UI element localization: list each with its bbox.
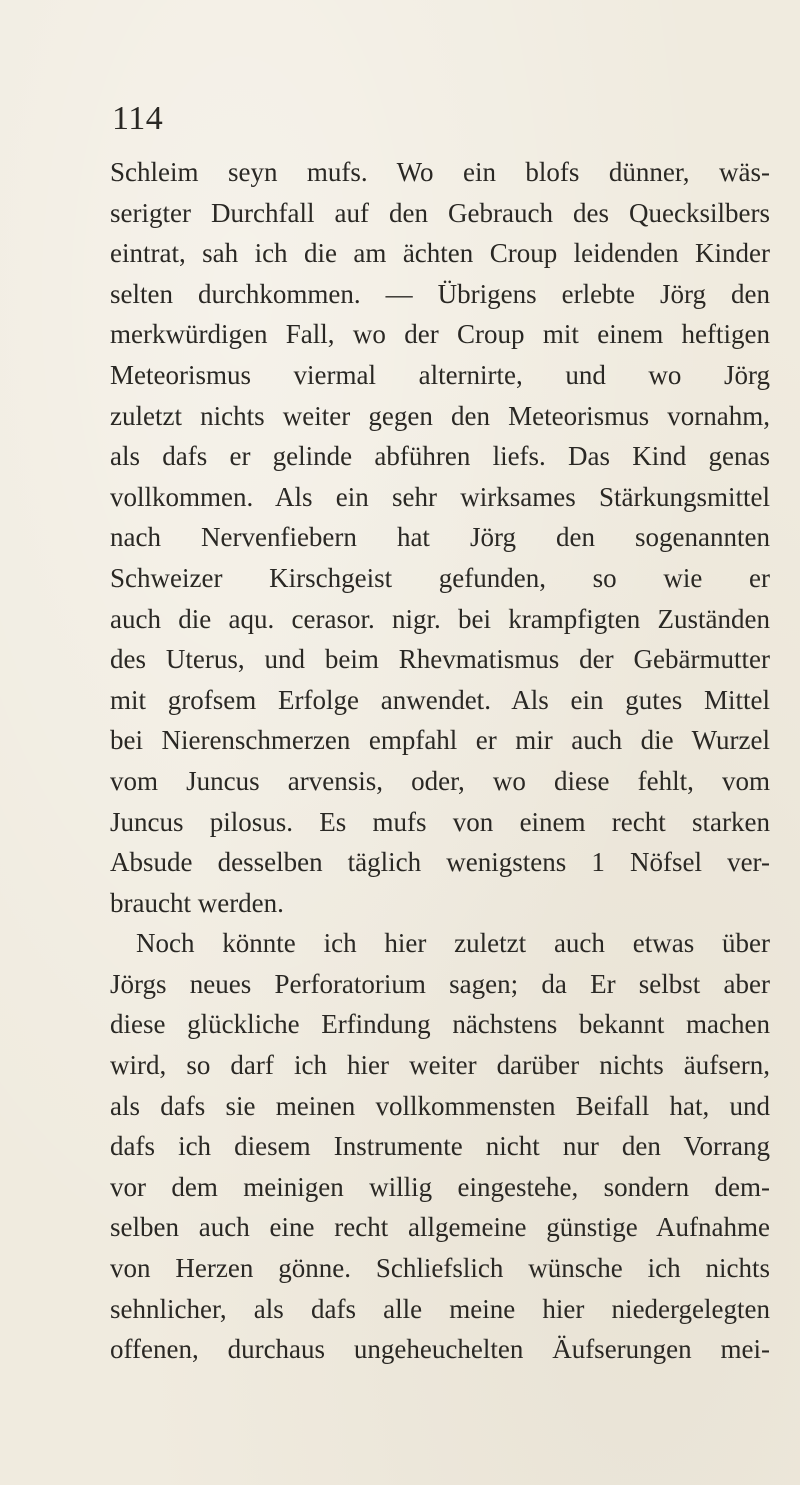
text-line: von Herzen gönne. Schliefslich wünsche ich nichts	[110, 1253, 770, 1284]
text-line: mit grofsem Erfolge anwendet. Als ein gutes Mittel	[110, 684, 770, 715]
text-line: vollkommen. Als ein sehr wirksames Stärkungsmittel	[110, 481, 770, 512]
text-line: Juncus pilosus. Es mufs von einem recht starken	[110, 806, 770, 837]
text-line: des Uterus, und beim Rhevmatismus der Gebärmutter	[110, 644, 770, 675]
text-line: wird, so darf ich hier weiter darüber nichts äufsern,	[110, 1050, 770, 1081]
text-line: Absude desselben täglich wenigstens 1 Nöfsel ver-	[110, 847, 770, 878]
text-line: vom Juncus arvensis, oder, wo diese fehlt, vom	[110, 765, 770, 796]
text-line: eintrat, sah ich die am ächten Croup leidenden Kinder	[110, 238, 770, 269]
text-line: offenen, durchaus ungeheuchelten Äufserungen mei-	[110, 1334, 770, 1365]
text-line: vor dem meinigen willig eingestehe, sondern dem-	[110, 1171, 770, 1202]
text-line: Schleim seyn mufs. Wo ein blofs dünner, wäs-	[110, 157, 770, 187]
text-line: zuletzt nichts weiter gegen den Meteorismus vornahm,	[110, 400, 770, 431]
paragraph-start-line: Noch könnte ich hier zuletzt auch etwas über	[136, 928, 770, 959]
page-number: 114	[112, 100, 164, 137]
text-line: selben auch eine recht allgemeine günstige Aufnahme	[110, 1212, 770, 1243]
text-line: dafs ich diesem Instrumente nicht nur den Vorrang	[110, 1131, 770, 1162]
text-line: auch die aqu. cerasor. nigr. bei krampfigten Zuständen	[110, 603, 770, 634]
text-line: serigter Durchfall auf den Gebrauch des Quecksilbers	[110, 197, 770, 228]
text-line: Jörgs neues Perforatorium sagen; da Er selbst aber	[110, 968, 770, 999]
text-line: als dafs er gelinde abführen liefs. Das Kind genas	[110, 441, 770, 472]
text-line: sehnlicher, als dafs alle meine hier niedergelegten	[110, 1293, 770, 1324]
paragraph-end-line: braucht werden.	[110, 887, 284, 918]
text-line: diese glückliche Erfindung nächstens bekannt machen	[110, 1009, 770, 1040]
text-line: merkwürdigen Fall, wo der Croup mit einem heftigen	[110, 319, 770, 350]
text-line: Meteorismus viermal alternirte, und wo Jörg	[110, 359, 770, 390]
text-line: Schweizer Kirschgeist gefunden, so wie er	[110, 562, 770, 593]
text-line: bei Nierenschmerzen empfahl er mir auch die Wurzel	[110, 725, 770, 756]
body-text	[110, 152, 770, 1370]
text-line: als dafs sie meinen vollkommensten Beifall hat, und	[110, 1090, 770, 1121]
text-line: selten durchkommen. — Übrigens erlebte Jörg den	[110, 278, 770, 309]
text-line: nach Nervenfiebern hat Jörg den sogenannten	[110, 522, 770, 553]
